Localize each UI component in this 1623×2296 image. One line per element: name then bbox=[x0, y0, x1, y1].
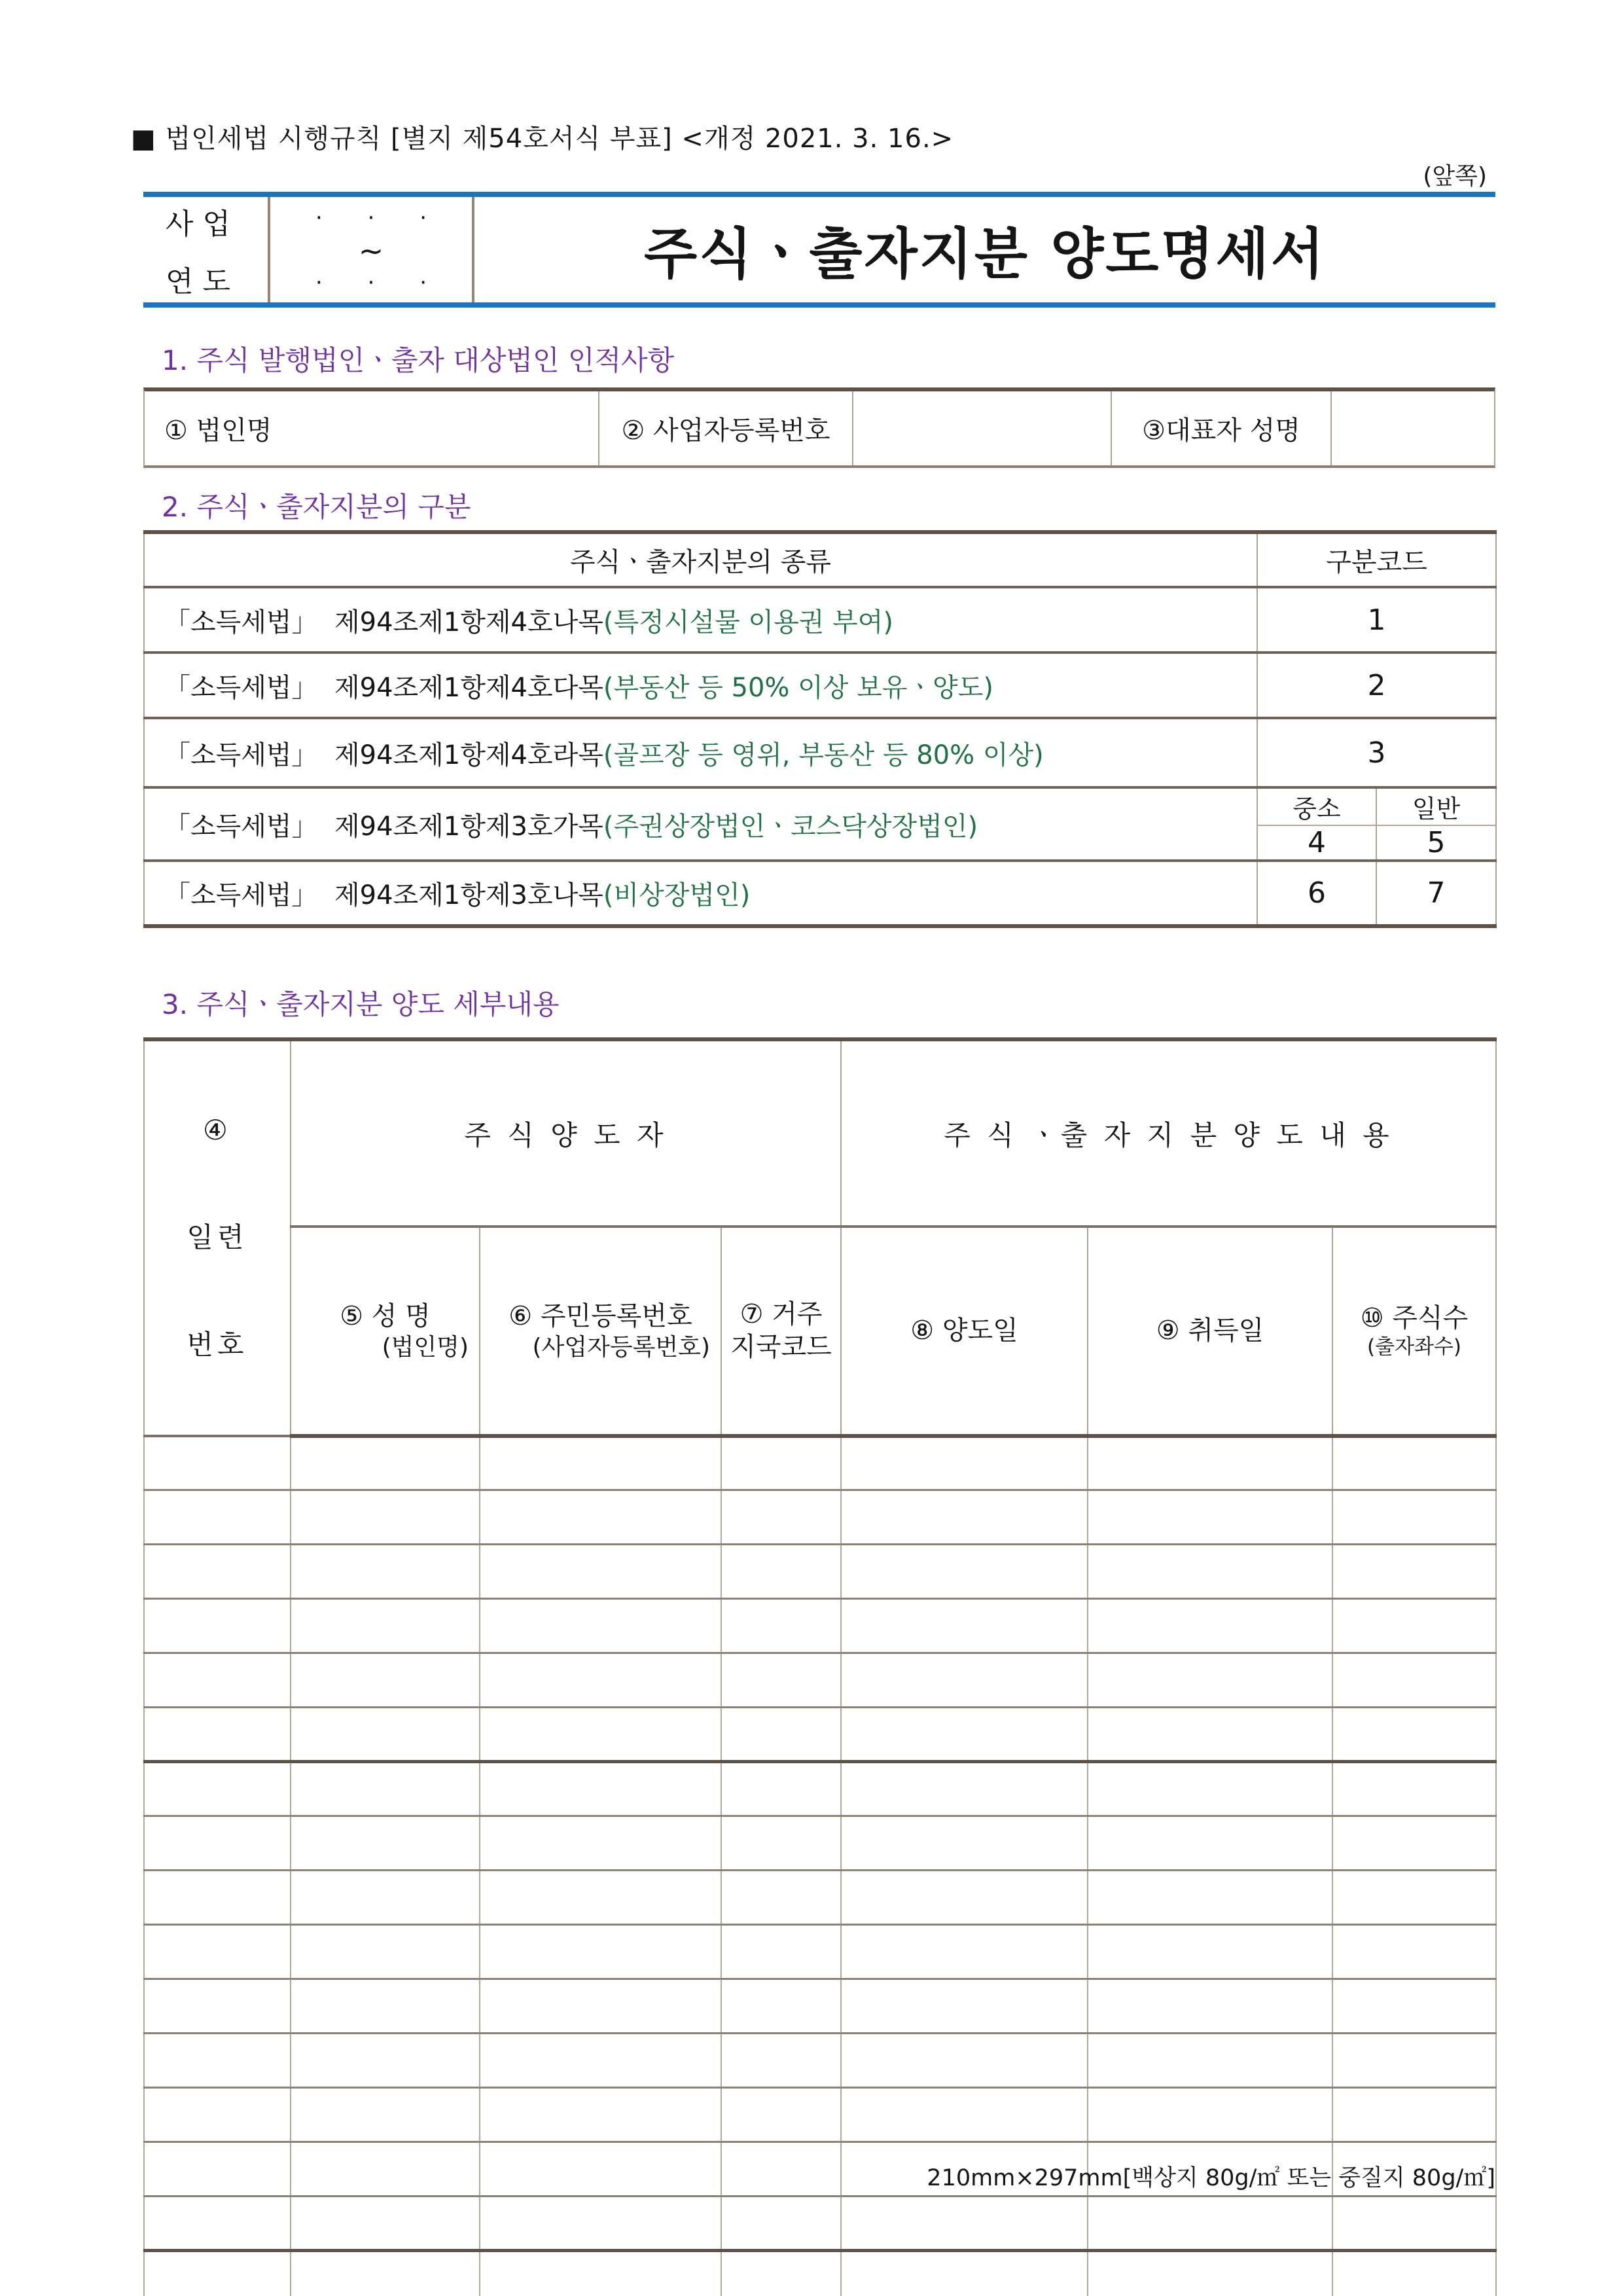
entry-cell-rrn[interactable] bbox=[480, 1762, 721, 1816]
law-text: 「소득세법」 제94조제1항제3호가목 bbox=[164, 811, 603, 842]
serial-circle: ④ bbox=[203, 1114, 232, 1147]
entry-cell-residence[interactable] bbox=[721, 1599, 841, 1653]
entry-cell-rrn[interactable] bbox=[480, 1653, 721, 1708]
law-note: (비상장법인) bbox=[603, 880, 751, 910]
entry-cell-shares[interactable] bbox=[1332, 2197, 1496, 2251]
entry-row bbox=[144, 1925, 1496, 1979]
entry-row bbox=[144, 1979, 1496, 2034]
entry-cell-rrn[interactable] bbox=[480, 2034, 721, 2088]
col-name-sublabel: (법인명) bbox=[382, 1333, 469, 1361]
section2-heading: 2. 주식ㆍ출자지분의 구분 bbox=[162, 491, 471, 523]
entry-cell-rrn[interactable] bbox=[480, 1599, 721, 1653]
entry-cell-residence[interactable] bbox=[721, 1436, 841, 1490]
period-separator: ~ bbox=[358, 232, 384, 268]
serial-line3: 번호 bbox=[187, 1328, 248, 1361]
entry-cell-acquisition-date[interactable] bbox=[1088, 1762, 1332, 1816]
section3-heading: 3. 주식ㆍ출자지분 양도 세부내용 bbox=[162, 988, 560, 1020]
entry-cell-name[interactable] bbox=[291, 2142, 480, 2197]
entry-cell-rrn[interactable] bbox=[480, 1436, 721, 1490]
section1-heading: 1. 주식 발행법인ㆍ출자 대상법인 인적사항 bbox=[162, 344, 675, 376]
entry-cell-shares[interactable] bbox=[1332, 1816, 1496, 1871]
entry-cell-rrn[interactable] bbox=[480, 1545, 721, 1599]
entry-cell-shares[interactable] bbox=[1332, 1490, 1496, 1545]
entry-cell-transfer-date[interactable] bbox=[841, 1762, 1088, 1816]
col-serial-number bbox=[144, 1039, 291, 1436]
col-transferor-name bbox=[291, 1227, 480, 1436]
entry-cell-serial[interactable] bbox=[144, 1708, 291, 1762]
entry-cell-serial[interactable] bbox=[144, 1545, 291, 1599]
classification-row bbox=[144, 718, 1496, 787]
subcol-general-label: 일반 bbox=[1376, 787, 1496, 825]
entry-cell-acquisition-date[interactable] bbox=[1088, 2088, 1332, 2142]
group-header-row bbox=[144, 1039, 1496, 1227]
share-classification-table bbox=[143, 530, 1497, 928]
classification-law-cell bbox=[144, 587, 1257, 653]
classification-law-cell bbox=[144, 861, 1257, 926]
entry-cell-name[interactable] bbox=[291, 1816, 480, 1871]
entry-cell-serial[interactable] bbox=[144, 2034, 291, 2088]
entry-cell-name[interactable] bbox=[291, 2251, 480, 2296]
entry-cell-shares[interactable] bbox=[1332, 1599, 1496, 1653]
entry-cell-residence[interactable] bbox=[721, 2197, 841, 2251]
entry-cell-residence[interactable] bbox=[721, 1816, 841, 1871]
entry-cell-name[interactable] bbox=[291, 1490, 480, 1545]
entry-cell-transfer-date[interactable] bbox=[841, 1599, 1088, 1653]
classification-law-cell bbox=[144, 787, 1257, 861]
col-transfer-date: ⑧ 양도일 bbox=[841, 1227, 1088, 1436]
entry-row bbox=[144, 1871, 1496, 1925]
entry-cell-transfer-date[interactable] bbox=[841, 1708, 1088, 1762]
entry-cell-name[interactable] bbox=[291, 1599, 480, 1653]
entry-cell-transfer-date[interactable] bbox=[841, 2034, 1088, 2088]
code-value-smb: 4 bbox=[1257, 825, 1376, 861]
law-text: 「소득세법」 제94조제1항제4호나목 bbox=[164, 607, 603, 637]
classification-row bbox=[144, 861, 1496, 926]
group-transfer-details: 주 식 ㆍ출 자 지 분 양 도 내 용 bbox=[841, 1039, 1496, 1227]
classification-law-cell bbox=[144, 718, 1257, 787]
entry-cell-residence[interactable] bbox=[721, 1708, 841, 1762]
entry-cell-shares[interactable] bbox=[1332, 2034, 1496, 2088]
code-value: 2 bbox=[1257, 653, 1496, 718]
business-reg-no-value[interactable] bbox=[853, 391, 1112, 465]
classification-row bbox=[144, 653, 1496, 718]
entry-cell-serial[interactable] bbox=[144, 1653, 291, 1708]
col-shares-sublabel: (출자좌수) bbox=[1367, 1335, 1461, 1359]
entry-cell-transfer-date[interactable] bbox=[841, 1925, 1088, 1979]
group-transferor: 주 식 양 도 자 bbox=[291, 1039, 841, 1227]
entry-cell-residence[interactable] bbox=[721, 1871, 841, 1925]
entry-cell-name[interactable] bbox=[291, 1708, 480, 1762]
serial-line2: 일련 bbox=[187, 1221, 248, 1253]
entry-cell-name[interactable] bbox=[291, 2197, 480, 2251]
period-start-dots: · · · bbox=[315, 205, 427, 231]
entry-cell-serial[interactable] bbox=[144, 2197, 291, 2251]
business-year-label bbox=[143, 197, 268, 302]
col-shares-label: ⑩ 주식수 bbox=[1360, 1302, 1469, 1333]
entry-cell-acquisition-date[interactable] bbox=[1088, 2251, 1332, 2296]
business-year-period-field[interactable] bbox=[268, 197, 474, 302]
entry-cell-name[interactable] bbox=[291, 1762, 480, 1816]
entry-row bbox=[144, 1762, 1496, 1816]
regulation-note: ■ 법인세법 시행규칙 [별지 제54호서식 부표] <개정 2021. 3. 16.> bbox=[131, 124, 954, 154]
business-year-label-line2: 연 도 bbox=[166, 264, 230, 298]
entry-cell-serial[interactable] bbox=[144, 1871, 291, 1925]
col-rrn-sublabel: (사업자등록번호) bbox=[532, 1333, 710, 1361]
entry-cell-transfer-date[interactable] bbox=[841, 1653, 1088, 1708]
classification-law-cell bbox=[144, 653, 1257, 718]
representative-name-label: ③대표자 성명 bbox=[1112, 391, 1332, 465]
entry-cell-serial[interactable] bbox=[144, 2142, 291, 2197]
classification-row bbox=[144, 787, 1496, 825]
entry-cell-serial[interactable] bbox=[144, 1436, 291, 1490]
corporation-name-cell[interactable] bbox=[145, 391, 599, 465]
entry-cell-serial[interactable] bbox=[144, 2251, 291, 2296]
entry-cell-shares[interactable] bbox=[1332, 1925, 1496, 1979]
law-note: (골프장 등 영위, 부동산 등 80% 이상) bbox=[603, 740, 1044, 770]
business-year-label-line1: 사 업 bbox=[166, 207, 230, 241]
entry-cell-acquisition-date[interactable] bbox=[1088, 1653, 1332, 1708]
entry-row bbox=[144, 2088, 1496, 2142]
entry-cell-rrn[interactable] bbox=[480, 1816, 721, 1871]
entry-cell-acquisition-date[interactable] bbox=[1088, 1708, 1332, 1762]
entry-row bbox=[144, 1599, 1496, 1653]
entry-cell-acquisition-date[interactable] bbox=[1088, 1979, 1332, 2034]
entry-cell-serial[interactable] bbox=[144, 1925, 291, 1979]
entry-cell-acquisition-date[interactable] bbox=[1088, 1490, 1332, 1545]
entry-cell-name[interactable] bbox=[291, 2034, 480, 2088]
entry-cell-shares[interactable] bbox=[1332, 1762, 1496, 1816]
business-reg-no-label: ② 사업자등록번호 bbox=[599, 391, 853, 465]
code-value: 1 bbox=[1257, 587, 1496, 653]
entry-cell-shares[interactable] bbox=[1332, 1653, 1496, 1708]
entry-cell-acquisition-date[interactable] bbox=[1088, 1545, 1332, 1599]
entry-cell-serial[interactable] bbox=[144, 1490, 291, 1545]
entry-cell-transfer-date[interactable] bbox=[841, 2251, 1088, 2296]
entry-row bbox=[144, 1653, 1496, 1708]
entry-cell-acquisition-date[interactable] bbox=[1088, 1816, 1332, 1871]
entry-cell-rrn[interactable] bbox=[480, 2088, 721, 2142]
entry-row bbox=[144, 1816, 1496, 1871]
classification-header-row bbox=[144, 532, 1496, 587]
entry-cell-shares[interactable] bbox=[1332, 1708, 1496, 1762]
entry-row bbox=[144, 1708, 1496, 1762]
entry-cell-acquisition-date[interactable] bbox=[1088, 1871, 1332, 1925]
entry-cell-residence[interactable] bbox=[721, 2142, 841, 2197]
col-residence-label-line2: 지국코드 bbox=[730, 1332, 832, 1363]
entry-cell-residence[interactable] bbox=[721, 1925, 841, 1979]
entry-row bbox=[144, 2251, 1496, 2296]
entry-cell-transfer-date[interactable] bbox=[841, 2197, 1088, 2251]
entry-cell-rrn[interactable] bbox=[480, 1871, 721, 1925]
page-side-label: (앞쪽) bbox=[1423, 163, 1487, 190]
entry-cell-acquisition-date[interactable] bbox=[1088, 1599, 1332, 1653]
entry-cell-serial[interactable] bbox=[144, 1599, 291, 1653]
entry-cell-shares[interactable] bbox=[1332, 1871, 1496, 1925]
classification-row bbox=[144, 587, 1496, 653]
transfer-details-table bbox=[143, 1037, 1497, 2296]
entry-cell-transfer-date[interactable] bbox=[841, 2088, 1088, 2142]
entry-cell-transfer-date[interactable] bbox=[841, 1436, 1088, 1490]
entry-cell-serial[interactable] bbox=[144, 1979, 291, 2034]
entry-cell-residence[interactable] bbox=[721, 1979, 841, 2034]
subcol-smb-label: 중소 bbox=[1257, 787, 1376, 825]
col-residence-country-code bbox=[721, 1227, 841, 1436]
entry-cell-residence[interactable] bbox=[721, 1762, 841, 1816]
entry-cell-rrn[interactable] bbox=[480, 2142, 721, 2197]
col-rrn-label: ⑥ 주민등록번호 bbox=[508, 1300, 692, 1331]
entry-row bbox=[144, 1545, 1496, 1599]
entry-cell-transfer-date[interactable] bbox=[841, 1871, 1088, 1925]
entry-cell-rrn[interactable] bbox=[480, 1925, 721, 1979]
entry-cell-shares[interactable] bbox=[1332, 2088, 1496, 2142]
entry-cell-shares[interactable] bbox=[1332, 1979, 1496, 2034]
entry-cell-name[interactable] bbox=[291, 1653, 480, 1708]
entry-cell-acquisition-date[interactable] bbox=[1088, 1436, 1332, 1490]
corporation-name-label: ① 법인명 bbox=[164, 416, 272, 446]
law-note: (주권상장법인ㆍ코스닥상장법인) bbox=[603, 811, 978, 842]
entry-cell-name[interactable] bbox=[291, 1436, 480, 1490]
col-acquisition-date: ⑨ 취득일 bbox=[1088, 1227, 1332, 1436]
law-note: (부동산 등 50% 이상 보유ㆍ양도) bbox=[603, 672, 993, 703]
period-end-dots: · · · bbox=[315, 270, 427, 296]
entry-cell-residence[interactable] bbox=[721, 1545, 841, 1599]
entry-cell-rrn[interactable] bbox=[480, 1708, 721, 1762]
paper-spec-note: 210mm×297mm[백상지 80g/㎡ 또는 중질지 80g/㎡] bbox=[927, 2165, 1495, 2191]
entry-row bbox=[144, 1436, 1496, 1490]
entry-cell-serial[interactable] bbox=[144, 2088, 291, 2142]
representative-name-value[interactable] bbox=[1332, 391, 1494, 465]
code-value: 3 bbox=[1257, 718, 1496, 787]
code-value-smb: 6 bbox=[1257, 861, 1376, 926]
entry-cell-name[interactable] bbox=[291, 2088, 480, 2142]
form-title: 주식ㆍ출자지분 양도명세서 bbox=[644, 222, 1326, 286]
entry-cell-acquisition-date[interactable] bbox=[1088, 2034, 1332, 2088]
entry-cell-name[interactable] bbox=[291, 1871, 480, 1925]
code-value-general: 5 bbox=[1376, 825, 1496, 861]
law-text: 「소득세법」 제94조제1항제3호나목 bbox=[164, 880, 603, 910]
sub-header-row bbox=[144, 1227, 1496, 1436]
entry-cell-transfer-date[interactable] bbox=[841, 1490, 1088, 1545]
entry-cell-rrn[interactable] bbox=[480, 1979, 721, 2034]
col-name-label: ⑤ 성 명 bbox=[340, 1300, 431, 1331]
entry-cell-name[interactable] bbox=[291, 1545, 480, 1599]
entry-row bbox=[144, 2034, 1496, 2088]
entry-cell-name[interactable] bbox=[291, 1925, 480, 1979]
entry-cell-rrn[interactable] bbox=[480, 2197, 721, 2251]
col-resident-reg-no bbox=[480, 1227, 721, 1436]
title-box bbox=[143, 192, 1495, 308]
entry-cell-residence[interactable] bbox=[721, 1490, 841, 1545]
entry-cell-shares[interactable] bbox=[1332, 1545, 1496, 1599]
law-text: 「소득세법」 제94조제1항제4호다목 bbox=[164, 672, 603, 703]
entry-row bbox=[144, 2197, 1496, 2251]
entry-cell-name[interactable] bbox=[291, 1979, 480, 2034]
entry-cell-residence[interactable] bbox=[721, 1653, 841, 1708]
code-value-general: 7 bbox=[1376, 861, 1496, 926]
entry-row bbox=[144, 1490, 1496, 1545]
entry-cell-rrn[interactable] bbox=[480, 2251, 721, 2296]
entry-cell-acquisition-date[interactable] bbox=[1088, 2197, 1332, 2251]
entry-cell-serial[interactable] bbox=[144, 1762, 291, 1816]
entry-cell-residence[interactable] bbox=[721, 2251, 841, 2296]
entry-cell-transfer-date[interactable] bbox=[841, 1979, 1088, 2034]
entry-cell-shares[interactable] bbox=[1332, 2251, 1496, 2296]
col-share-count bbox=[1332, 1227, 1496, 1436]
entry-cell-acquisition-date[interactable] bbox=[1088, 1925, 1332, 1979]
entry-cell-serial[interactable] bbox=[144, 1816, 291, 1871]
entry-cell-transfer-date[interactable] bbox=[841, 1545, 1088, 1599]
col-residence-label-line1: ⑦ 거주 bbox=[740, 1299, 823, 1330]
entry-cell-residence[interactable] bbox=[721, 2034, 841, 2088]
law-note: (특정시설물 이용권 부여) bbox=[603, 607, 893, 637]
law-text: 「소득세법」 제94조제1항제4호라목 bbox=[164, 740, 603, 770]
entry-cell-shares[interactable] bbox=[1332, 1436, 1496, 1490]
entry-cell-residence[interactable] bbox=[721, 2088, 841, 2142]
entry-cell-transfer-date[interactable] bbox=[841, 1816, 1088, 1871]
entry-cell-rrn[interactable] bbox=[480, 1490, 721, 1545]
issuer-info-table bbox=[143, 387, 1495, 468]
col-header-code: 구분코드 bbox=[1257, 532, 1496, 587]
col-header-share-type: 주식ㆍ출자지분의 종류 bbox=[144, 532, 1257, 587]
